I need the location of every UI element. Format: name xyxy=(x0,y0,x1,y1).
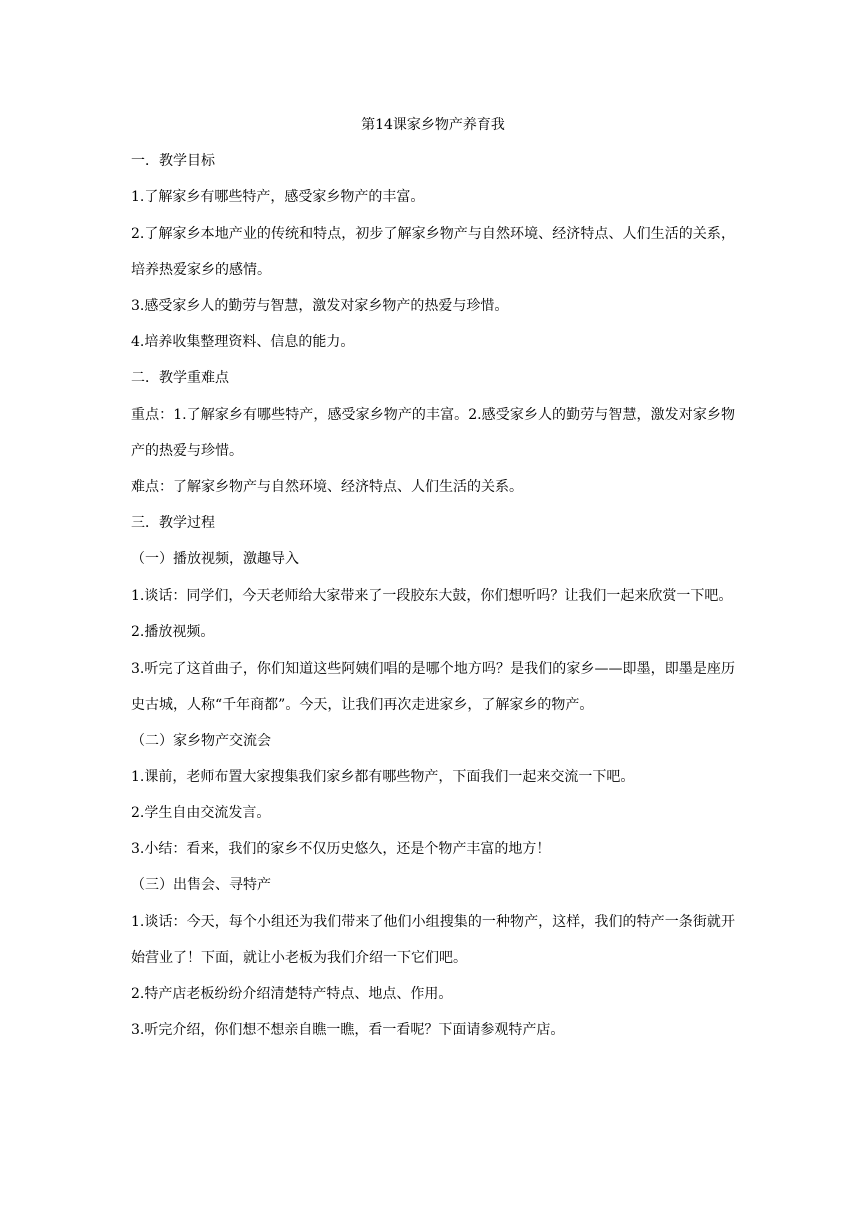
document-title: 第14课家乡物产养育我 xyxy=(361,117,505,133)
process-3-step-3: 3.听完介绍，你们想不想亲自瞧一瞧，看一看呢？下面请参观特产店。 xyxy=(131,1022,565,1038)
objective-2: 2.了解家乡本地产业的传统和特点，初步了解家乡物产与自然环境、经济特点、人们生活的关系，培养热爱家乡的感情。 xyxy=(131,226,735,278)
objective-3: 3.感受家乡人的勤劳与智慧，激发对家乡物产的热爱与珍惜。 xyxy=(131,298,509,314)
objective-4: 4.培养收集整理资料、信息的能力。 xyxy=(131,334,355,350)
subsection-heading-2: （二）家乡物产交流会 xyxy=(131,733,271,749)
process-2-step-2: 2.学生自由交流发言。 xyxy=(131,805,271,821)
process-1-step-2: 2.播放视频。 xyxy=(131,624,215,640)
process-1-step-3: 3.听完了这首曲子，你们知道这些阿姨们唱的是哪个地方吗？是我们的家乡——即墨，即墨是座历史古城，人称“千年商都”。今天，让我们再次走进家乡，了解家乡的物产。 xyxy=(131,661,735,713)
section-heading-process: 三．教学过程 xyxy=(131,515,215,531)
section-heading-objectives: 一．教学目标 xyxy=(131,153,215,169)
process-2-step-3: 3.小结：看来，我们的家乡不仅历史悠久，还是个物产丰富的地方！ xyxy=(131,841,551,857)
subsection-heading-3: （三）出售会、寻特产 xyxy=(131,877,271,893)
key-points: 重点：1.了解家乡有哪些特产，感受家乡物产的丰富。2.感受家乡人的勤劳与智慧，激发对家乡物产的热爱与珍惜。 xyxy=(131,407,735,459)
process-2-step-1: 1.课前，老师布置大家搜集我们家乡都有哪些物产，下面我们一起来交流一下吧。 xyxy=(131,769,635,785)
process-3-step-2: 2.特产店老板纷纷介绍清楚特产特点、地点、作用。 xyxy=(131,986,453,1002)
process-3-step-1: 1.谈话：今天，每个小组还为我们带来了他们小组搜集的一种物产，这样，我们的特产一条街就开始营业了！下面，就让小老板为我们介绍一下它们吧。 xyxy=(131,914,735,966)
section-heading-key-points: 二．教学重难点 xyxy=(131,370,229,386)
objective-1: 1.了解家乡有哪些特产，感受家乡物产的丰富。 xyxy=(131,189,425,205)
subsection-heading-1: （一）播放视频，激趣导入 xyxy=(131,551,299,567)
document-body xyxy=(131,116,735,1057)
difficult-points: 难点：了解家乡物产与自然环境、经济特点、人们生活的关系。 xyxy=(131,479,523,495)
process-1-step-1: 1.谈话：同学们，今天老师给大家带来了一段胶东大鼓，你们想听吗？让我们一起来欣赏一下吧。 xyxy=(131,588,733,604)
